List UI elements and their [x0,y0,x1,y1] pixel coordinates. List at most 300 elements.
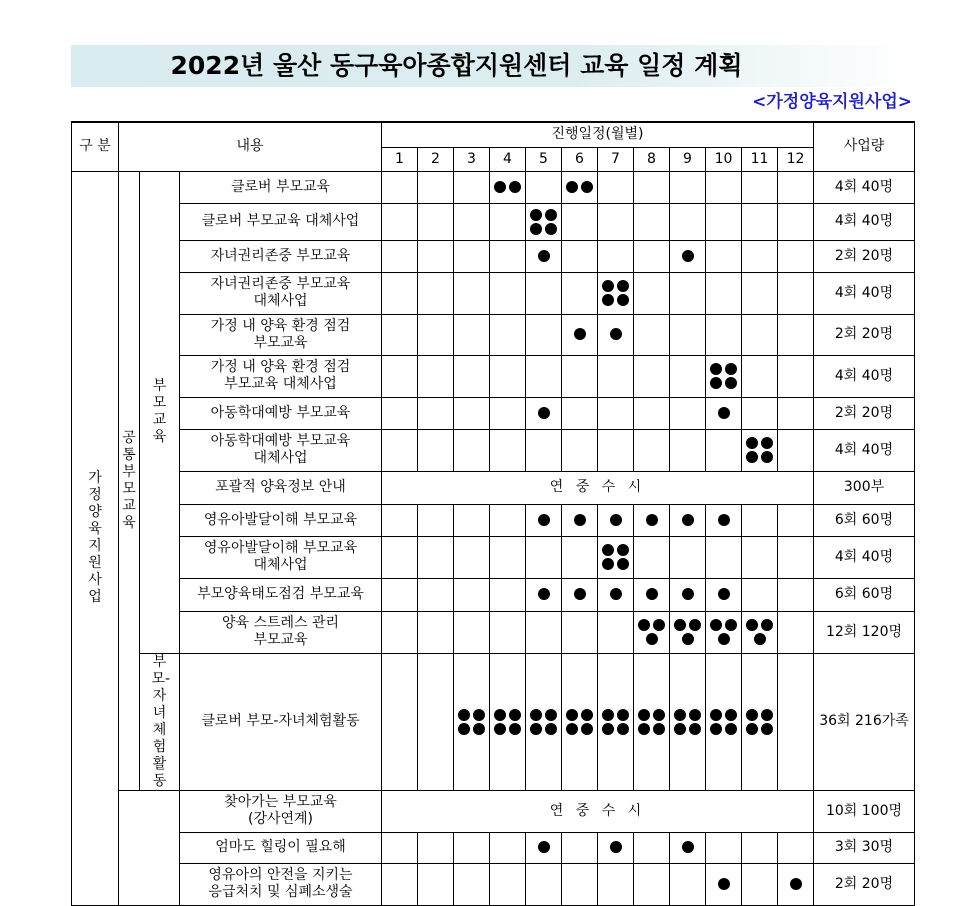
month-cell-3 [454,397,490,429]
month-cell-4 [490,578,526,611]
month-cell-11 [742,171,778,203]
row-content: 클로버 부모-자녀체험활동 [180,653,382,790]
month-cell-12 [778,272,814,314]
table-row [72,203,915,240]
row-volume: 4회 40명 [814,355,915,397]
schedule-dot [602,558,614,570]
schedule-dot [725,723,737,735]
month-cell-10 [706,171,742,203]
schedule-dot [530,223,542,235]
month-cell-9 [670,832,706,863]
schedule-dot [545,709,557,721]
month-cell-7 [598,611,634,653]
month-cell-1 [382,429,418,471]
header-category: 구 분 [72,122,119,171]
month-cell-9 [670,653,706,790]
month-cell-12 [778,397,814,429]
dot-group [494,181,521,193]
month-cell-9 [670,203,706,240]
schedule-dot [682,250,694,262]
schedule-dot [638,619,650,631]
dot-group [638,709,665,735]
schedule-dot [638,723,650,735]
dot-group [494,709,521,735]
month-cell-8 [634,504,670,536]
month-cell-7 [598,397,634,429]
month-cell-10 [706,504,742,536]
row-content: 부모양육태도점검 부모교육 [180,578,382,611]
month-cell-7 [598,832,634,863]
month-cell-2 [418,504,454,536]
month-cell-8 [634,429,670,471]
dot-group [530,709,557,735]
schedule-dot [725,377,737,389]
dot-group [746,437,773,463]
table-row [72,240,915,272]
dot-group [710,619,737,645]
header-schedule: 진행일정(월별) [382,122,814,147]
table-row [72,471,915,504]
schedule-dot [746,723,758,735]
dot-group [530,209,557,235]
month-cell-5 [526,203,562,240]
month-cell-6 [562,611,598,653]
row-volume: 4회 40명 [814,203,915,240]
schedule-dot [494,181,506,193]
month-cell-5 [526,314,562,355]
month-cell-10 [706,429,742,471]
schedule-dot [509,181,521,193]
dot-group [538,841,550,853]
schedule-dot [473,723,485,735]
month-cell-5 [526,536,562,578]
month-cell-10 [706,397,742,429]
row-content: 아동학대예방 부모교육 대체사업 [180,429,382,471]
table-row [72,504,915,536]
month-cell-9 [670,314,706,355]
table-row [72,429,915,471]
month-cell-3 [454,653,490,790]
schedule-dot [602,280,614,292]
month-cell-12 [778,355,814,397]
month-cell-4 [490,171,526,203]
month-cell-10 [706,578,742,611]
month-cell-7 [598,314,634,355]
row-content: 찾아가는 부모교육 (강사연계) [180,790,382,832]
row-content: 영유아발달이해 부모교육 [180,504,382,536]
group-parent-edu-label: 부모교육 [152,378,167,445]
group-activity-label: 부모-자녀체험활동 [151,653,171,789]
group-main-label: 가정양육지원사업 [88,470,102,605]
month-cell-5 [526,429,562,471]
month-cell-2 [418,314,454,355]
month-cell-9 [670,611,706,653]
month-cell-5 [526,240,562,272]
group-common-label: 공통부모교육 [122,429,136,531]
schedule-dot [602,723,614,735]
schedule-dot [746,619,758,631]
month-cell-8 [634,314,670,355]
month-cell-4 [490,832,526,863]
schedule-dot [653,619,665,631]
month-cell-7 [598,429,634,471]
month-cell-4 [490,240,526,272]
month-cell-9 [670,272,706,314]
table-row [72,832,915,863]
dot-group [674,619,701,645]
month-cell-1 [382,203,418,240]
table-row [72,171,915,203]
row-volume: 2회 20명 [814,314,915,355]
schedule-dot [473,709,485,721]
month-cell-11 [742,863,778,905]
month-cell-9 [670,429,706,471]
month-cell-5 [526,611,562,653]
schedule-dot [646,633,658,645]
schedule-dot [617,280,629,292]
schedule-dot [458,709,470,721]
month-cell-11 [742,429,778,471]
schedule-dot [581,181,593,193]
month-cell-8 [634,832,670,863]
month-cell-6 [562,314,598,355]
schedule-dot [718,588,730,600]
row-content: 가정 내 양육 환경 점검 부모교육 [180,314,382,355]
row-volume: 2회 20명 [814,240,915,272]
month-cell-11 [742,504,778,536]
row-volume: 10회 100명 [814,790,915,832]
schedule-dot [689,709,701,721]
month-cell-9 [670,355,706,397]
month-cell-5 [526,832,562,863]
schedule-dot [545,223,557,235]
month-cell-2 [418,203,454,240]
month-cell-4 [490,314,526,355]
month-cell-3 [454,504,490,536]
month-cell-6 [562,272,598,314]
month-cell-10 [706,240,742,272]
schedule-dot [761,619,773,631]
month-cell-9 [670,536,706,578]
table-row [72,790,915,832]
schedule-dot [566,723,578,735]
schedule-dot [710,377,722,389]
row-content: 아동학대예방 부모교육 [180,397,382,429]
month-cell-2 [418,832,454,863]
month-cell-12 [778,653,814,790]
schedule-dot [653,709,665,721]
schedule-dot [617,294,629,306]
header-month-2: 2 [418,147,454,171]
month-cell-3 [454,611,490,653]
month-cell-6 [562,832,598,863]
month-cell-12 [778,314,814,355]
schedule-dot [725,709,737,721]
month-cell-6 [562,429,598,471]
month-cell-8 [634,240,670,272]
header-month-1: 1 [382,147,418,171]
dot-group [718,878,730,890]
schedule-dot [602,544,614,556]
month-cell-5 [526,504,562,536]
header-month-8: 8 [634,147,670,171]
month-cell-4 [490,272,526,314]
schedule-dot [646,514,658,526]
month-cell-6 [562,578,598,611]
dot-group [458,709,485,735]
month-cell-6 [562,536,598,578]
schedule-dot [581,709,593,721]
header-month-12: 12 [778,147,814,171]
schedule-dot [617,709,629,721]
row-volume: 2회 20명 [814,863,915,905]
month-cell-3 [454,536,490,578]
month-cell-2 [418,240,454,272]
month-cell-12 [778,203,814,240]
month-cell-1 [382,397,418,429]
table-row [72,272,915,314]
row-content: 포괄적 양육정보 안내 [180,471,382,504]
group-other [119,790,180,905]
dot-group [610,588,622,600]
month-cell-11 [742,240,778,272]
row-content: 영유아발달이해 부모교육 대체사업 [180,536,382,578]
dot-group [638,619,665,645]
month-cell-2 [418,611,454,653]
dot-group [746,709,773,735]
row-content: 클로버 부모교육 [180,171,382,203]
page-subtitle: <가정양육지원사업> [752,92,912,112]
schedule-dot [617,723,629,735]
dot-group [682,841,694,853]
schedule-dot [538,588,550,600]
page-title: 2022년 울산 동구육아종합지원센터 교육 일정 계획 [170,51,743,80]
row-content: 가정 내 양육 환경 점검 부모교육 대체사업 [180,355,382,397]
schedule-dot [674,723,686,735]
schedule-dot [790,878,802,890]
month-cell-6 [562,397,598,429]
month-cell-4 [490,429,526,471]
month-cell-3 [454,429,490,471]
month-cell-10 [706,203,742,240]
month-cell-7 [598,171,634,203]
month-cell-9 [670,504,706,536]
dot-group [682,588,694,600]
month-cell-2 [418,429,454,471]
schedule-dot [566,181,578,193]
month-cell-3 [454,171,490,203]
month-cell-1 [382,504,418,536]
month-cell-6 [562,653,598,790]
header-month-5: 5 [526,147,562,171]
month-cell-5 [526,171,562,203]
month-cell-7 [598,504,634,536]
header-month-4: 4 [490,147,526,171]
month-cell-7 [598,240,634,272]
schedule-dot [509,723,521,735]
schedule-dot [710,363,722,375]
month-cell-9 [670,578,706,611]
schedule-dot [689,723,701,735]
schedule-dot [617,558,629,570]
month-cell-4 [490,397,526,429]
schedule-dot [746,451,758,463]
month-cell-7 [598,653,634,790]
row-volume: 4회 40명 [814,171,915,203]
header-volume: 사업량 [814,122,915,171]
schedule-dot [718,407,730,419]
row-volume: 4회 40명 [814,429,915,471]
table-row [72,578,915,611]
header-month-3: 3 [454,147,490,171]
month-cell-8 [634,272,670,314]
month-cell-12 [778,171,814,203]
month-cell-6 [562,240,598,272]
dot-group [718,407,730,419]
month-cell-7 [598,536,634,578]
month-cell-6 [562,355,598,397]
schedule-dot [646,588,658,600]
schedule-dot [754,633,766,645]
dot-group [710,709,737,735]
month-cell-8 [634,203,670,240]
month-cell-4 [490,653,526,790]
table-row [72,653,915,790]
dot-group [574,328,586,340]
dot-group [610,514,622,526]
month-cell-11 [742,653,778,790]
month-cell-11 [742,832,778,863]
dot-group [538,588,550,600]
schedule-dot [530,209,542,221]
month-cell-5 [526,653,562,790]
schedule-dot [761,437,773,449]
month-cell-4 [490,536,526,578]
row-content: 자녀권리존중 부모교육 대체사업 [180,272,382,314]
month-cell-8 [634,536,670,578]
month-cell-11 [742,536,778,578]
table-row [72,355,915,397]
schedule-dot [682,588,694,600]
schedule-dot [494,709,506,721]
group-parent-edu [140,171,180,653]
month-cell-8 [634,355,670,397]
month-cell-2 [418,397,454,429]
schedule-dot [566,709,578,721]
header-month-9: 9 [670,147,706,171]
header-month-11: 11 [742,147,778,171]
schedule-dot [574,514,586,526]
schedule-dot [638,709,650,721]
group-activity [140,653,180,790]
row-content: 엄마도 힐링이 필요해 [180,832,382,863]
month-cell-12 [778,578,814,611]
row-volume: 3회 30명 [814,832,915,863]
dot-group [790,878,802,890]
table-row [72,397,915,429]
schedule-dot [746,437,758,449]
dot-group [746,619,773,645]
month-cell-1 [382,653,418,790]
table-row [72,863,915,905]
month-cell-1 [382,314,418,355]
dot-group [682,514,694,526]
schedule-dot [509,709,521,721]
dot-group [610,841,622,853]
month-cell-12 [778,504,814,536]
dot-group [610,328,622,340]
row-volume: 300부 [814,471,915,504]
month-cell-3 [454,832,490,863]
month-cell-7 [598,863,634,905]
month-cell-3 [454,240,490,272]
table-row [72,611,915,653]
schedule-dot [602,709,614,721]
month-cell-10 [706,832,742,863]
dot-group [574,588,586,600]
schedule-dot [538,250,550,262]
month-cell-11 [742,314,778,355]
month-cell-12 [778,611,814,653]
month-cell-7 [598,272,634,314]
month-cell-8 [634,171,670,203]
dot-group [646,588,658,600]
dot-group [718,514,730,526]
month-cell-10 [706,653,742,790]
dot-group [538,407,550,419]
schedule-dot [746,709,758,721]
month-cell-6 [562,171,598,203]
month-cell-4 [490,863,526,905]
schedule-dot [718,514,730,526]
schedule-dot [617,544,629,556]
schedule-dot [545,209,557,221]
dot-group [538,514,550,526]
month-cell-4 [490,611,526,653]
schedule-dot [458,723,470,735]
month-cell-11 [742,611,778,653]
month-cell-9 [670,863,706,905]
schedule-dot [494,723,506,735]
schedule-dot [538,841,550,853]
header-month-7: 7 [598,147,634,171]
dot-group [566,709,593,735]
month-cell-1 [382,611,418,653]
month-cell-1 [382,240,418,272]
month-cell-12 [778,536,814,578]
header-month-6: 6 [562,147,598,171]
month-cell-1 [382,272,418,314]
month-cell-2 [418,171,454,203]
schedule-dot [674,709,686,721]
month-cell-5 [526,578,562,611]
table-row [72,314,915,355]
month-cell-8 [634,611,670,653]
month-cell-10 [706,863,742,905]
month-cell-10 [706,355,742,397]
schedule-dot [682,841,694,853]
schedule-dot [538,514,550,526]
month-cell-8 [634,578,670,611]
month-cell-3 [454,314,490,355]
schedule-dot [761,723,773,735]
schedule-dot [682,514,694,526]
month-cell-4 [490,203,526,240]
month-cell-1 [382,355,418,397]
month-cell-2 [418,578,454,611]
month-cell-8 [634,397,670,429]
schedule-dot [610,588,622,600]
